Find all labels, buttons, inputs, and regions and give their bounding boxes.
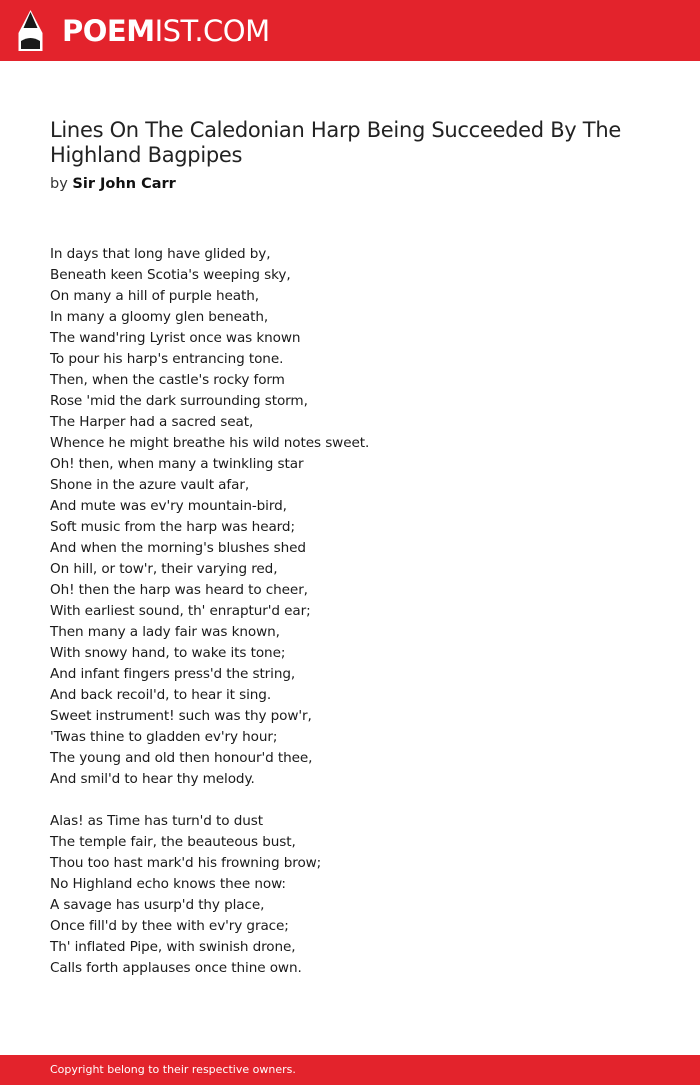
poem-line: Whence he might breathe his wild notes sweet. (50, 435, 370, 451)
poem-line: Calls forth applauses once thine own. (50, 960, 302, 976)
poem-body (50, 244, 670, 1000)
poem-title: Lines On The Caledonian Harp Being Succeeded By The Highland Bagpipes (50, 118, 621, 167)
stanza (50, 244, 670, 790)
poem-line: And smil'd to hear thy melody. (50, 771, 255, 787)
author-name: Sir John Carr (72, 176, 176, 192)
poem-line: With earliest sound, th' enraptur'd ear; (50, 603, 311, 619)
poem-line: Rose 'mid the dark surrounding storm, (50, 393, 308, 409)
poem-line: On hill, or tow'r, their varying red, (50, 561, 278, 577)
poem-line: And back recoil'd, to hear it sing. (50, 687, 272, 703)
poem-line: A savage has usurp'd thy place, (50, 897, 265, 913)
logo-bold-part: POEM (62, 14, 155, 48)
poem-line: Beneath keen Scotia's weeping sky, (50, 267, 291, 283)
byline (50, 174, 176, 194)
copyright-text: Copyright belong to their respective owners. (50, 1063, 296, 1076)
poem-line: 'Twas thine to gladden ev'ry hour; (50, 729, 278, 745)
poem-line: With snowy hand, to wake its tone; (50, 645, 286, 661)
poem-line: The Harper had a sacred seat, (50, 414, 254, 430)
poem-line: Thou too hast mark'd his frowning brow; (50, 855, 322, 871)
poem-line: On many a hill of purple heath, (50, 288, 259, 304)
poem-line: The wand'ring Lyrist once was known (50, 330, 301, 346)
stanza (50, 811, 670, 979)
poem-line: And when the morning's blushes shed (50, 540, 306, 556)
site-header (0, 0, 700, 61)
site-footer (0, 1055, 700, 1085)
pen-nib-icon[interactable] (17, 10, 44, 52)
by-label: by (50, 176, 68, 192)
poem-line: Soft music from the harp was heard; (50, 519, 295, 535)
poem-line: Sweet instrument! such was thy pow'r, (50, 708, 312, 724)
logo-light-part: IST.COM (154, 14, 270, 48)
poem-line: Th' inflated Pipe, with swinish drone, (50, 939, 296, 955)
poem-line: Oh! then, when many a twinkling star (50, 456, 304, 472)
poem-line: No Highland echo knows thee now: (50, 876, 286, 892)
poem-line: And infant fingers press'd the string, (50, 666, 296, 682)
poem-line: In days that long have glided by, (50, 246, 271, 262)
poem-line: The young and old then honour'd thee, (50, 750, 313, 766)
poem-line: To pour his harp's entrancing tone. (50, 351, 284, 367)
poem-line: And mute was ev'ry mountain-bird, (50, 498, 287, 514)
poem-line: Alas! as Time has turn'd to dust (50, 813, 263, 829)
poem-line: Shone in the azure vault afar, (50, 477, 250, 493)
poem-line: Once fill'd by thee with ev'ry grace; (50, 918, 289, 934)
poem-line: Oh! then the harp was heard to cheer, (50, 582, 308, 598)
poem-line: Then, when the castle's rocky form (50, 372, 285, 388)
poem-line: The temple fair, the beauteous bust, (50, 834, 296, 850)
poem-line: In many a gloomy glen beneath, (50, 309, 269, 325)
poem-line: Then many a lady fair was known, (50, 624, 280, 640)
site-logo[interactable] (62, 14, 270, 48)
